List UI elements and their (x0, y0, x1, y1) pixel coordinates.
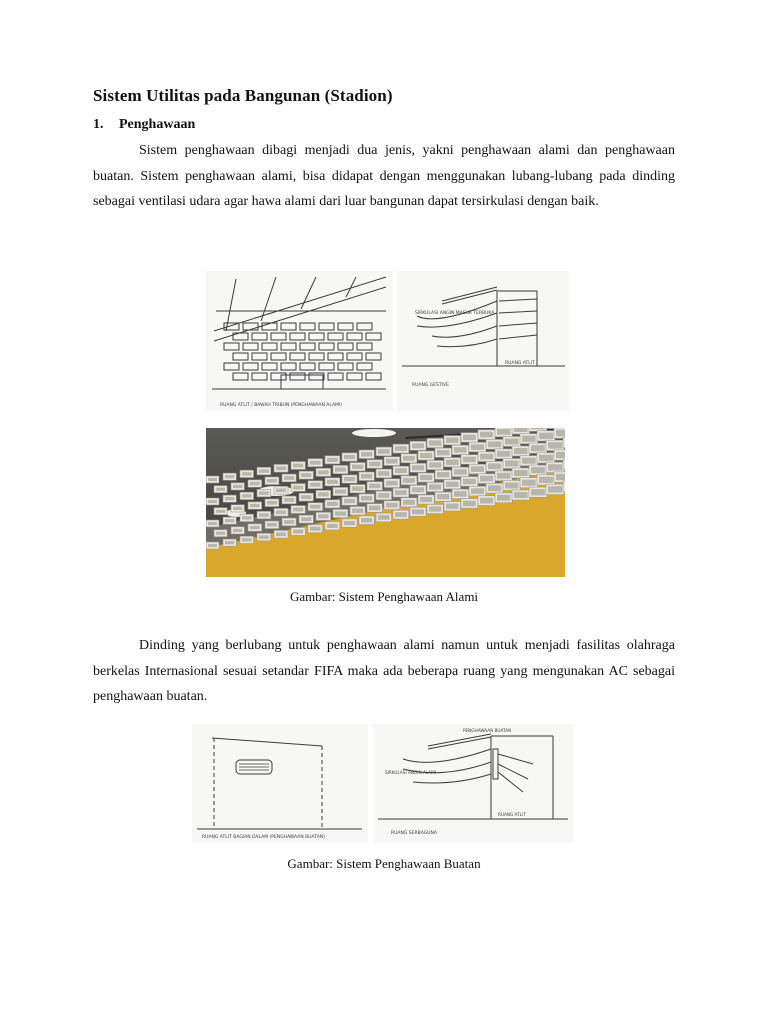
sketch-ac-section-label-1: PENGHAWAAN BUATAN (463, 728, 512, 733)
sketch-ac-room (192, 724, 368, 843)
photo-perforated-wall (206, 428, 565, 577)
figure-caption-artificial: Gambar: Sistem Penghawaan Buatan (287, 856, 481, 871)
sketch-section-label-3: RUANG GESTIVE (412, 383, 449, 388)
page-title: Sistem Utilitas pada Bangunan (Stadion) (93, 86, 393, 105)
sketch-ac-room-label: RUANG ATLIT BAGIAN DALAM (PENGHAWAAN BUATAN) (202, 835, 325, 840)
sketch-ac-section-label-2: SIRKULASI ANGIN ALAMI (385, 770, 436, 775)
sketch-perforated-wall (206, 271, 393, 411)
section-number: 1. (93, 117, 104, 132)
sketch-section-label-1: SIRKULASI ANGIN MASUK TERBUKA (415, 311, 495, 316)
figure-caption-natural: Gambar: Sistem Penghawaan Alami (289, 589, 479, 604)
sketch-ventilation-section (397, 271, 569, 411)
sketch-section-label-2: RUANG ATLIT (505, 361, 535, 366)
paragraph-artificial-ventilation: Dinding yang berlubang untuk penghawaan alami namun untuk menjadi fasilitas olahraga berkelas Internasional sesuai setandar FIFA maka ada beberapa ruang yang mengunakan AC sebagai penghawaan buatan. (93, 638, 675, 704)
sketch-wall-label: RUANG ATLIT / BAWAH TRIBUN (PENGHAWAAN ALAMI) (220, 403, 343, 408)
paragraph-natural-ventilation: Sistem penghawaan dibagi menjadi dua jenis, yakni penghawaan alami dan penghawaan buatan. Sistem penghawaan alami, bisa didapat dengan menggunakan lubang-lubang pada dinding sebagai ventilasi udara agar hawa alami dari luar bangunan dapat tersirkulasi dengan baik. (93, 143, 675, 209)
section-heading (93, 117, 195, 133)
sketch-ac-section-label-3: RUANG SERBAGUNA (391, 831, 437, 836)
sketch-ac-section-label-4: RUANG ATLIT (498, 812, 526, 817)
section-title: Penghawaan (119, 117, 196, 132)
sketch-ac-section (373, 724, 573, 843)
